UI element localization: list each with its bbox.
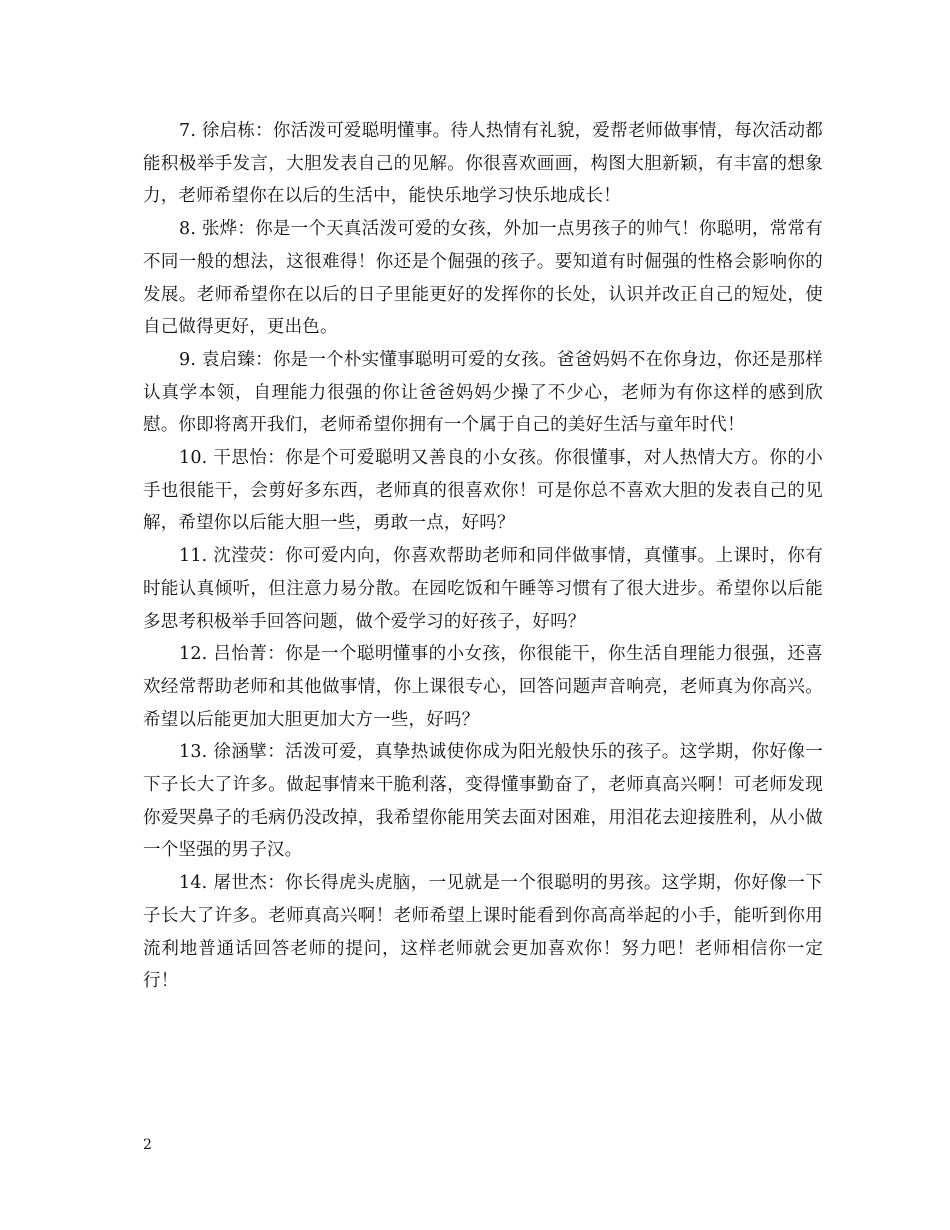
comment-paragraph-8: 8. 张烨：你是一个天真活泼可爱的女孩，外加一点男孩子的帅气！你聪明，常常有不同一般的想法，这很难得！你还是个倔强的孩子。要知道有时倔强的性格会影响你的发展。老师希望你在以后的日子里能更好的发挥你的长处，认识并改正自己的短处，使自己做得更好，更出色。 (143, 219, 823, 338)
comment-paragraph-14: 14. 屠世杰：你长得虎头虎脑，一见就是一个很聪明的男孩。这学期，你好像一下子长大了许多。老师真高兴啊！老师希望上课时能看到你高高举起的小手，能听到你用流利地普通话回答老师的提问，这样老师就会更加喜欢你！努力吧！老师相信你一定行！ (143, 873, 823, 992)
comment-paragraph-11: 11. 沈滢荧：你可爱内向，你喜欢帮助老师和同伴做事情，真懂事。上课时，你有时能认真倾听，但注意力易分散。在园吃饭和午睡等习惯有了很大进步。希望你以后能多思考积极举手回答问题，做个爱学习的好孩子，好吗？ (143, 546, 823, 632)
comment-paragraph-9: 9. 袁启臻：你是一个朴实懂事聪明可爱的女孩。爸爸妈妈不在你身边，你还是那样认真学本领，自理能力很强的你让爸爸妈妈少操了不少心，老师为有你这样的感到欣慰。你即将离开我们，老师希望你拥有一个属于自己的美好生活与童年时代！ (143, 349, 823, 436)
comment-paragraph-7: 7. 徐启栋：你活泼可爱聪明懂事。待人热情有礼貌，爱帮老师做事情，每次活动都能积极举手发言，大胆发表自己的见解。你很喜欢画画，构图大胆新颖，有丰富的想象力，老师希望你在以后的生活中，能快乐地学习快乐地成长！ (143, 121, 823, 207)
comment-paragraph-13: 13. 徐涵擘：活泼可爱，真挚热诚使你成为阳光般快乐的孩子。这学期，你好像一下子长大了许多。做起事情来干脆利落，变得懂事勤奋了，老师真高兴啊！可老师发现你爱哭鼻子的毛病仍没改掉，我希望你能用笑去面对困难，用泪花去迎接胜利，从小做一个坚强的男子汉。 (143, 742, 823, 861)
page-number: 2 (143, 1137, 152, 1153)
comment-paragraph-10: 10. 干思怡：你是个可爱聪明又善良的小女孩。你很懂事，对人热情大方。你的小手也很能干，会剪好多东西，老师真的很喜欢你！可是你总不喜欢大胆的发表自己的见解，希望你以后能大胆一些，勇敢一点，好吗？ (143, 448, 823, 534)
document-body (143, 115, 823, 998)
comment-paragraph-12: 12. 吕怡菁：你是一个聪明懂事的小女孩，你很能干，你生活自理能力很强，还喜欢经常帮助老师和其他做事情，你上课很专心，回答问题声音响亮，老师真为你高兴。希望以后能更加大胆更加大方一些，好吗？ (143, 644, 823, 730)
